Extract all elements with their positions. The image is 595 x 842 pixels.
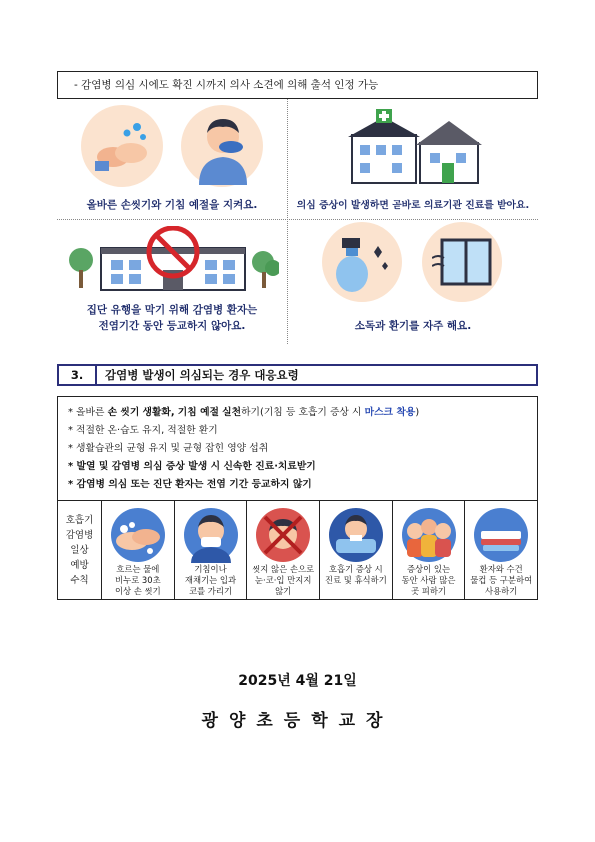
text-line: 곳 피하기 (411, 586, 447, 596)
prevention-item-avoid-crowds (393, 501, 466, 599)
label-line: 수칙 (70, 574, 89, 586)
guide-text-bold: 진료·치료 (255, 461, 297, 472)
no-face-touch-icon (251, 507, 315, 563)
section-number: 3. (59, 366, 97, 384)
text-line: 이상 손 씻기 (114, 586, 161, 596)
guideline-item-4 (68, 458, 537, 476)
label-line: 호흡기 (65, 514, 94, 526)
text-line: 눈·코·입 만지지 (254, 575, 312, 585)
guide-text-bold: 기침 예절 (177, 407, 220, 418)
prevention-item-rest (320, 501, 393, 599)
handwash-icon (91, 117, 155, 177)
guide-text: 하기(기침 등 호흡기 증상 시 (241, 407, 362, 418)
guide-text: 받기 (296, 461, 316, 472)
spray-bottle-icon (334, 232, 394, 294)
guide-text-highlight: 마스크 착용 (364, 407, 416, 418)
crowd-icon (397, 507, 461, 563)
guide-text: * 발열 및 감염병 의심 증상 발생 시 신속한 (68, 461, 252, 472)
caption-handwash: 올바른 손씻기와 기침 예절을 지켜요. (86, 199, 258, 211)
text-line: 동안 사람 많은 (401, 575, 456, 585)
prevention-item-handwash (102, 501, 175, 599)
guide-text-bold: 생활화, (142, 407, 175, 418)
prevention-item-separate-items (465, 501, 537, 599)
text-line: 씻지 않은 손으로 (252, 564, 315, 574)
text-line: 코를 가리기 (188, 586, 233, 596)
cough-cover-icon (179, 507, 243, 563)
prevention-text (320, 564, 392, 586)
notice-box (57, 71, 538, 99)
illus-handwash-cough (57, 99, 287, 219)
guideline-item-3: * 생활습관의 균형 유지 및 균형 잡힌 영양 섭취 (68, 443, 269, 454)
prevention-label (58, 501, 102, 599)
cough-person-icon (191, 111, 255, 185)
label-line: 감염병 (65, 529, 94, 541)
text-line: 물컵 등 구분하여 (470, 575, 533, 585)
guideline-item-1 (68, 404, 537, 422)
text-line: 호흡기 증상 시 (328, 564, 383, 574)
text-line: 환자와 수건 (479, 564, 523, 574)
prevention-item-cough-cover (175, 501, 248, 599)
text-line: 기침이나 (194, 564, 227, 574)
prevention-item-no-face-touch (247, 501, 320, 599)
text-line: 흐르는 물에 (116, 564, 160, 574)
handwash-soap-icon (106, 507, 170, 563)
caption-school-line1: 집단 유행을 막기 위해 감염병 환자는 (86, 304, 258, 316)
label-line: 일상 (70, 544, 89, 556)
illus-school-stayhome (57, 220, 287, 344)
prevention-text (247, 564, 319, 597)
label-line: 예방 (70, 559, 89, 571)
prevention-text (393, 564, 465, 597)
text-line: 진료 및 휴식하기 (324, 575, 387, 585)
caption-clinic: 의심 증상이 발생하면 곧바로 의료기관 진료를 받아요. (296, 200, 530, 211)
prevention-text (465, 564, 537, 597)
caption-disinfect: 소독과 환기를 자주 해요. (354, 320, 472, 332)
prevention-text (175, 564, 247, 597)
text-line: 재채기는 입과 (184, 575, 237, 585)
document-date: 2025년 4월 21일 (238, 673, 357, 689)
school-building-icon (67, 226, 279, 296)
prevention-rules-table (57, 500, 538, 600)
guide-text: ) (415, 407, 420, 418)
clinic-building-icon (346, 107, 486, 185)
guide-text: 올바른 (76, 407, 105, 418)
section-header (57, 364, 538, 386)
rest-in-bed-icon (324, 507, 388, 563)
guide-text-bold: 손 씻기 (107, 407, 140, 418)
caption-school-line2: 전염기간 동안 등교하지 않아요. (98, 320, 246, 332)
bullet-star: * (68, 407, 73, 418)
guide-text-bold: 실천 (222, 407, 242, 418)
guide-text-bold: 는 전염 기간 등교하지 않기 (194, 479, 312, 490)
guideline-box (57, 396, 538, 500)
prevention-text (102, 564, 174, 597)
window-icon (432, 236, 494, 290)
text-line: 비누로 30초 (114, 575, 161, 585)
illus-disinfect-ventilate (288, 220, 538, 344)
towel-cup-icon (469, 507, 533, 563)
guideline-item-5 (68, 476, 537, 494)
notice-text: - 감염병 의심 시에도 확진 시까지 의사 소견에 의해 출석 인정 가능 (74, 79, 379, 91)
guide-text-bold: 환자 (175, 479, 195, 490)
illus-clinic (288, 99, 538, 219)
text-line: 사용하기 (485, 586, 518, 596)
illustration-grid (57, 99, 538, 344)
principal-signature: 광양초등학교장 (201, 711, 394, 731)
text-line: 증상이 있는 (406, 564, 451, 574)
guide-text-bold: * 감염병 의심 또는 진단 (68, 479, 172, 490)
guideline-item-2: * 적절한 온·습도 유지, 적절한 환기 (68, 425, 218, 436)
section-title: 감염병 발생이 의심되는 경우 대응요령 (105, 368, 299, 382)
text-line: 않기 (275, 586, 292, 596)
